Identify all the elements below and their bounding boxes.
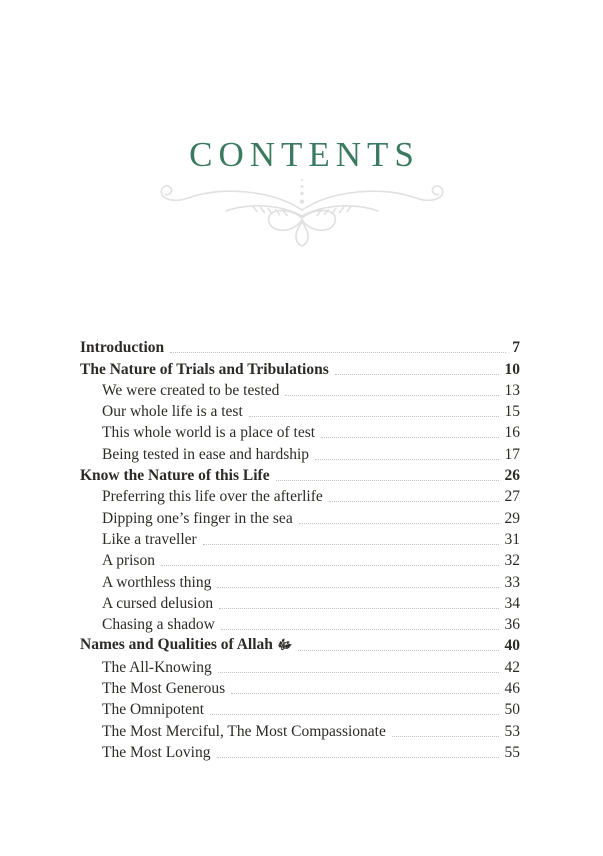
toc-entry [80, 570, 520, 591]
toc-entry-label: A cursed delusion [102, 594, 214, 612]
toc-entry [80, 613, 520, 634]
dotted-leader [161, 565, 499, 566]
toc-page-number: 32 [504, 552, 520, 570]
toc-page-number: 29 [504, 509, 520, 527]
dotted-leader [298, 650, 498, 651]
dotted-leader [231, 693, 498, 694]
toc-entry [80, 592, 520, 613]
decorative-flourish-ornament [152, 176, 452, 248]
toc-page-number: 17 [504, 445, 520, 463]
allah-honorific-glyph: ﷻ [272, 638, 293, 654]
toc-entry-label: The All-Knowing [102, 658, 212, 676]
dotted-leader [321, 437, 498, 438]
toc-entry [80, 442, 520, 463]
toc-entry [80, 379, 520, 400]
dotted-leader [219, 608, 498, 609]
toc-entry [80, 357, 520, 378]
toc-entry [80, 634, 520, 655]
toc-entry-label: The Nature of Trials and Tribulations [80, 360, 329, 378]
toc-page-number: 55 [504, 743, 520, 761]
toc-entry [80, 698, 520, 719]
dotted-leader [203, 544, 499, 545]
toc-entry [80, 506, 520, 527]
toc-entry-label: The Most Merciful, The Most Compassionate [102, 722, 386, 740]
toc-entry-label: The Omnipotent [102, 701, 205, 719]
toc-page-number: 33 [504, 573, 520, 591]
toc-page-number: 16 [504, 424, 520, 442]
toc-entry-label: Dipping one’s finger in the sea [102, 509, 293, 527]
toc-entry-label: A worthless thing [102, 573, 212, 591]
dotted-leader [392, 736, 499, 737]
dotted-leader [335, 374, 499, 375]
toc-entry-label: Like a traveller [102, 530, 197, 548]
toc-entry-label: Introduction [80, 339, 165, 357]
toc-entry [80, 719, 520, 740]
toc-entry [80, 400, 520, 421]
toc-entry-label: Chasing a shadow [102, 616, 215, 634]
toc-entry [80, 741, 520, 762]
toc-entry [80, 677, 520, 698]
dotted-leader [329, 501, 499, 502]
toc-entry-label: This whole world is a place of test [102, 424, 316, 442]
toc-page-number: 7 [512, 339, 520, 357]
toc-entry-label: Preferring this life over the afterlife [102, 488, 323, 506]
toc-page-number: 27 [504, 488, 520, 506]
toc-page-number: 31 [504, 530, 520, 548]
toc-entry [80, 464, 520, 485]
toc-page-number: 15 [504, 403, 520, 421]
toc-page-number: 13 [504, 381, 520, 399]
toc-entry-label: The Most Generous [102, 680, 226, 698]
toc-list [80, 336, 520, 762]
dotted-leader [299, 523, 499, 524]
toc-entry-label: Names and Qualities of Allah ﷻ [80, 636, 293, 654]
dotted-leader [210, 714, 498, 715]
dotted-leader [218, 672, 499, 673]
toc-entry-label: We were created to be tested [102, 381, 280, 399]
toc-entry-label: Being tested in ease and hardship [102, 445, 310, 463]
dotted-leader [276, 480, 499, 481]
toc-page-number: 50 [504, 701, 520, 719]
toc-page-number: 53 [504, 722, 520, 740]
toc-entry-label: A prison [102, 552, 155, 570]
toc-page-number: 26 [504, 467, 520, 485]
toc-page-number: 42 [504, 658, 520, 676]
toc-entry [80, 655, 520, 676]
dotted-leader [285, 395, 498, 396]
toc-entry [80, 421, 520, 442]
page-title: CONTENTS [189, 135, 420, 175]
toc-page-number: 10 [504, 360, 520, 378]
dotted-leader [249, 416, 499, 417]
dotted-leader [217, 757, 499, 758]
toc-entry-label: Our whole life is a test [102, 403, 243, 421]
toc-entry [80, 549, 520, 570]
toc-page-number: 34 [504, 594, 520, 612]
toc-entry [80, 528, 520, 549]
dotted-leader [221, 629, 499, 630]
toc-page-number: 40 [504, 637, 520, 655]
toc-entry-label: Know the Nature of this Life [80, 467, 270, 485]
toc-page-number: 36 [504, 616, 520, 634]
dotted-leader [315, 459, 498, 460]
dotted-leader [170, 352, 506, 353]
toc-entry [80, 336, 520, 357]
toc-entry [80, 485, 520, 506]
dotted-leader [217, 587, 498, 588]
toc-page-number: 46 [504, 680, 520, 698]
toc-entry-label: The Most Loving [102, 743, 211, 761]
